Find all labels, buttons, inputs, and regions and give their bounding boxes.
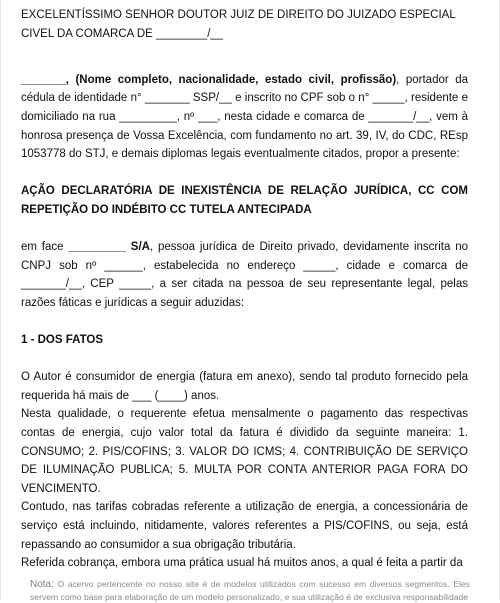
court-address-line-2: CIVEL DA COMARCA DE ________/__ (21, 27, 224, 40)
defendant-company: _________ S/A (68, 241, 150, 254)
document-body (21, 0, 468, 573)
plaintiff-identification-text: , portador da cédula de identidade n° _______ SSP/__ e inscrito no CPF sob o n° _____, residente e domiciliado na rua _________, nº ___, nesta cidade e comarca de _______/__, vem à honrosa presença de Vossa Excelência, com fundamento no art. 39, IV, do CDC, REsp 1053778 do STJ, e demais diplomas legais eventualmente citados, propor a presente: (21, 73, 468, 161)
facts-paragraph-3: Contudo, nas tarifas cobradas referente a utilização de energia, a concessionária de serviço está incluindo, nitidamente, valores referentes a PIS/COFINS, ou seja, está repassando ao consumidor a sua obrigação tributária. (21, 501, 468, 551)
defendant-identification-text: , pessoa jurídica de Direito privado, devidamente inscrita no CNPJ sob nº ______, estabelecida no endereço _____, cidade e comarca de _______/__, CEP _____, a ser citada na pessoa de seu representante legal, pelas razões fáticas e jurídicas a seguir aduzidas: (21, 241, 468, 309)
section-title-facts: 1 - DOS FATOS (21, 334, 104, 347)
facts-paragraph-2: Nesta qualidade, o requerente efetua mensalmente o pagamento das respectivas contas de energia, cujo valor total da fatura é dividido da seguinte maneira: 1. CONSUMO; 2. PIS/COFINS; 3. VALOR DO ICMS; 4. CONTRIBUIÇÃO DE SERVIÇO DE ILUMINAÇÃO PUBLICA; 5. MULTA POR CONTA ANTERIOR PAGA FORA DO VENCIMENTO. (21, 408, 468, 495)
spacer (21, 220, 468, 239)
spacer (21, 43, 468, 62)
court-address (21, 6, 468, 43)
facts-paragraph-1: O Autor é consumidor de energia (fatura em anexo), sendo tal produto fornecido pela requerida há mais de ___ (____) anos. (21, 371, 468, 402)
action-title: AÇÃO DECLARATÓRIA DE INEXISTÊNCIA DE RELAÇÃO JURÍDICA, CC COM REPETIÇÃO DO INDÉBITO CC TUTELA ANTECIPADA (21, 185, 468, 216)
plaintiff-name-field: _______, (Nome completo, nacionalidade, estado civil, profissão) (21, 73, 397, 86)
facts-paragraph-4: Referida cobrança, embora uma prática usual há muitos anos, a qual é feita a partir da (21, 557, 463, 570)
plaintiff-identification (21, 71, 468, 164)
spacer (21, 62, 468, 71)
footer-note (30, 578, 470, 603)
defendant-identification (21, 238, 468, 312)
footer-note-label: Nota: (30, 579, 54, 590)
spacer (21, 313, 468, 332)
court-address-line-1: EXCELENTÍSSIMO SENHOR DOUTOR JUIZ DE DIREITO DO JUIZADO ESPECIAL (21, 9, 456, 21)
footer-note-text: O acervo pertencente no nosso site é de modelos utilizados com sucesso em diversos segmentos. Eles servem como base para elaboração de um modelo personalizado, e sua utilização é de exclusiva responsabilidade (30, 579, 470, 602)
defendant-prefix: em face (21, 241, 69, 254)
spacer (21, 164, 468, 183)
spacer (21, 350, 468, 369)
